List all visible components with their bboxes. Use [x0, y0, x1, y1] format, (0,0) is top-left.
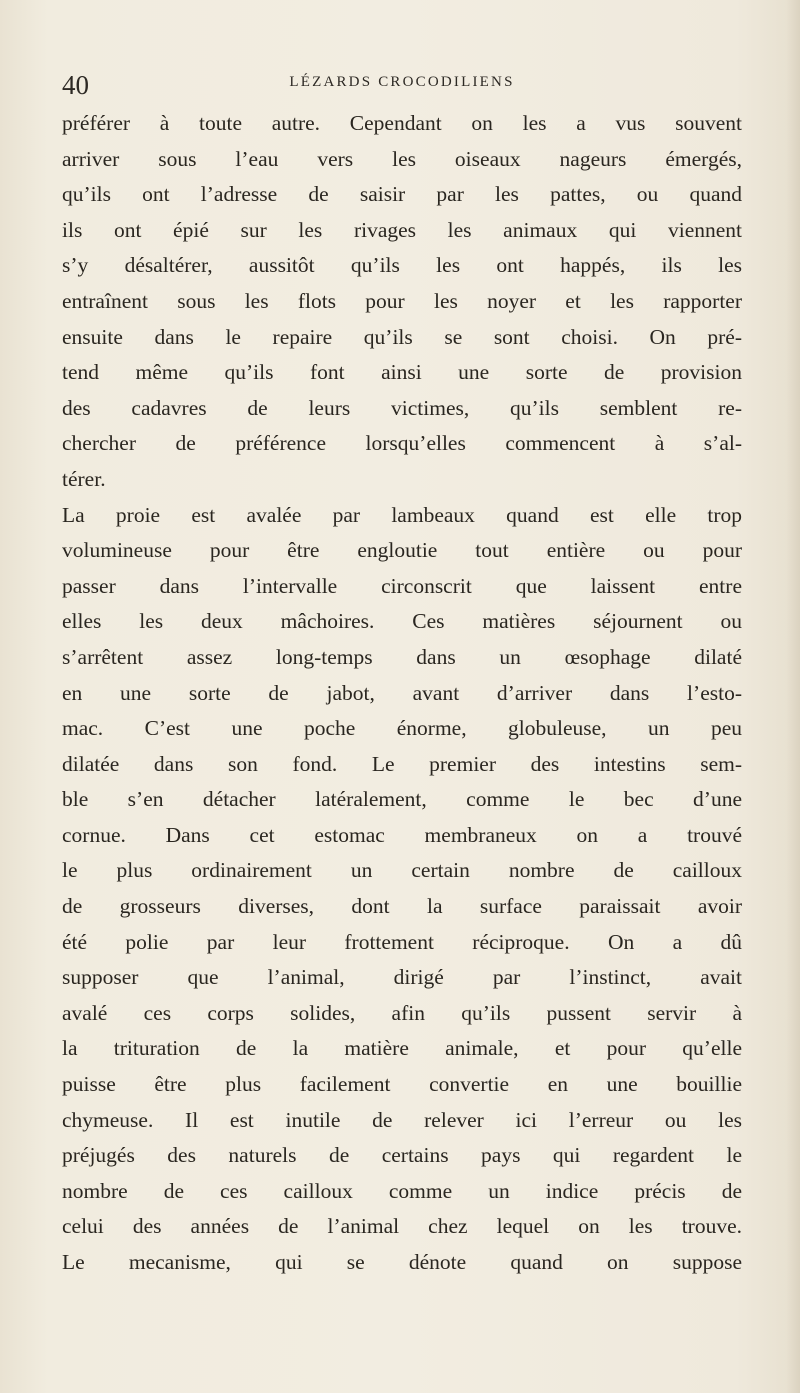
text-line: mac. C’est une poche énorme, globuleuse, un peu	[62, 716, 742, 741]
text-line: La proie est avalée par lambeaux quand est elle trop	[62, 502, 742, 527]
running-title: LÉZARDS CROCODILIENS	[289, 74, 515, 90]
text-line: ils ont épié sur les rivages les animaux qui viennent	[62, 217, 742, 242]
text-line: dilatée dans son fond. Le premier des intestins sem-	[62, 751, 742, 776]
text-line: Le mecanisme, qui se dénote quand on suppose	[62, 1250, 742, 1274]
text-line: qu’ils ont l’adresse de saisir par les pattes, ou quand	[62, 182, 742, 207]
text-line: préférer à toute autre. Cependant on les a vus souvent	[62, 111, 742, 135]
text-line: s’y désaltérer, aussitôt qu’ils les ont happés, ils les	[62, 253, 742, 278]
body-text	[62, 106, 742, 1281]
text-line: puisse être plus facilement convertie en une bouillie	[62, 1072, 742, 1097]
text-line: chymeuse. Il est inutile de relever ici l’erreur ou les	[62, 1107, 742, 1132]
text-line: volumineuse pour être engloutie tout entière ou pour	[62, 538, 742, 563]
text-line: la trituration de la matière animale, et pour qu’elle	[62, 1036, 742, 1061]
text-line: nombre de ces cailloux comme un indice précis de	[62, 1178, 742, 1203]
text-line: de grosseurs diverses, dont la surface paraissait avoir	[62, 894, 742, 919]
text-line: en une sorte de jabot, avant d’arriver dans l’esto-	[62, 680, 742, 705]
text-line: cornue. Dans cet estomac membraneux on a trouvé	[62, 822, 742, 847]
text-line: tend même qu’ils font ainsi une sorte de provision	[62, 360, 742, 385]
text-line: s’arrêtent assez long-temps dans un œsophage dilaté	[62, 644, 742, 669]
text-line: ble s’en détacher latéralement, comme le bec d’une	[62, 787, 742, 812]
text-line: passer dans l’intervalle circonscrit que laissent entre	[62, 573, 742, 598]
text-line: été polie par leur frottement réciproque. On a dû	[62, 929, 742, 954]
text-line: arriver sous l’eau vers les oiseaux nageurs émergés,	[62, 146, 742, 171]
text-line: supposer que l’animal, dirigé par l’instinct, avait	[62, 965, 742, 990]
text-line: chercher de préférence lorsqu’elles commencent à s’al-	[62, 431, 742, 456]
text-line: avalé ces corps solides, afin qu’ils pussent servir à	[62, 1000, 742, 1025]
text-line: térer.	[62, 466, 106, 491]
text-line: ensuite dans le repaire qu’ils se sont choisi. On pré-	[62, 324, 742, 349]
text-line: celui des années de l’animal chez lequel on les trouve.	[62, 1214, 742, 1239]
page-number: 40	[62, 70, 89, 100]
text-line: entraînent sous les flots pour les noyer et les rapporter	[62, 288, 742, 313]
text-line: elles les deux mâchoires. Ces matières séjournent ou	[62, 609, 742, 634]
text-line: préjugés des naturels de certains pays qui regardent le	[62, 1143, 742, 1168]
running-head	[62, 70, 742, 100]
text-line: le plus ordinairement un certain nombre de cailloux	[62, 858, 742, 883]
page-edge-shadow	[786, 0, 800, 1393]
text-line: des cadavres de leurs victimes, qu’ils semblent re-	[62, 395, 742, 420]
